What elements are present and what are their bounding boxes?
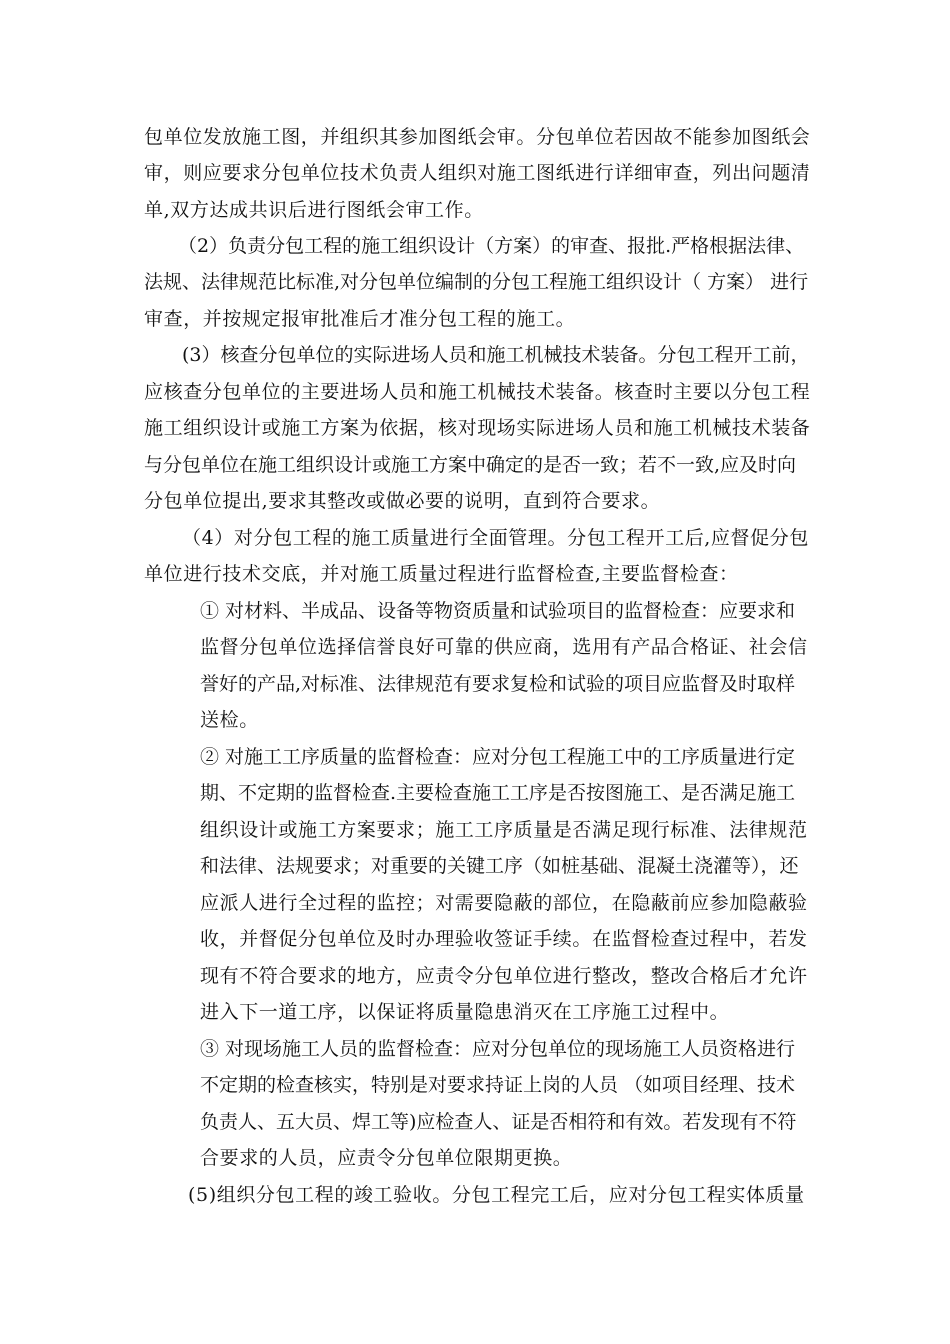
- text-line: 现有不符合要求的地方，应责令分包单位进行整改，整改合格后才允许: [200, 965, 808, 987]
- text-line: 负责人、五大员、焊工等)应检查人、证是否相符和有效。若发现有不符: [200, 1111, 797, 1133]
- text-line: 合要求的人员，应责令分包单位限期更换。: [200, 1147, 573, 1169]
- text-line: (3）核查分包单位的实际进场人员和施工机械技术装备。分包工程开工前，: [182, 344, 810, 366]
- text-line: 和法律、法规要求；对重要的关键工序（如桩基础、混凝土浇灌等），还: [200, 855, 799, 877]
- text-line: 应派人进行全过程的监控；对需要隐蔽的部位，在隐蔽前应参加隐蔽验: [200, 892, 808, 914]
- text-line: 送检。: [200, 709, 259, 731]
- text-line: 进入下一道工序，以保证将质量隐患消灭在工序施工过程中。: [200, 1001, 730, 1023]
- text-line: （2）负责分包工程的施工组织设计（方案）的审查、报批.严格根据法律、: [178, 235, 805, 257]
- text-line: 誉好的产品,对标准、法律规范有要求复检和试验的项目应监督及时取样: [200, 673, 796, 695]
- text-line: ① 对材料、半成品、设备等物资质量和试验项目的监督检查：应要求和: [200, 600, 796, 622]
- text-line: 期、不定期的监督检查.主要检查施工工序是否按图施工、是否满足施工: [200, 782, 796, 804]
- text-line: ② 对施工工序质量的监督检查：应对分包工程施工中的工序质量进行定: [200, 746, 796, 768]
- text-line: 应核查分包单位的主要进场人员和施工机械技术装备。核查时主要以分包工程: [144, 381, 811, 403]
- text-line: 施工组织设计或施工方案为依据，核对现场实际进场人员和施工机械技术装备: [144, 417, 811, 439]
- text-line: 包单位发放施工图，并组织其参加图纸会审。分包单位若因故不能参加图纸会: [144, 126, 811, 148]
- text-line: (5)组织分包工程的竣工验收。分包工程完工后，应对分包工程实体质量: [188, 1184, 805, 1206]
- text-line: 不定期的检查核实，特别是对要求持证上岗的人员 （如项目经理、技术: [200, 1074, 796, 1096]
- text-line: 与分包单位在施工组织设计或施工方案中确定的是否一致；若不一致,应及时向: [144, 454, 797, 476]
- text-line: 单位进行技术交底，并对施工质量过程进行监督检查,主要监督检查：: [144, 563, 739, 585]
- text-line: 组织设计或施工方案要求；施工工序质量是否满足现行标准、法律规范: [200, 819, 808, 841]
- text-line: ③ 对现场施工人员的监督检查：应对分包单位的现场施工人员资格进行: [200, 1038, 796, 1060]
- text-line: （4）对分包工程的施工质量进行全面管理。分包工程开工后,应督促分包: [182, 527, 809, 549]
- text-line: 收，并督促分包单位及时办理验收签证手续。在监督检查过程中，若发: [200, 928, 808, 950]
- text-line: 监督分包单位选择信誉良好可靠的供应商，选用有产品合格证、社会信: [200, 636, 808, 658]
- text-line: 审查，并按规定报审批准后才准分包工程的施工。: [144, 308, 576, 330]
- text-line: 分包单位提出,要求其整改或做必要的说明，直到符合要求。: [144, 490, 661, 512]
- text-line: 法规、法律规范比标准,对分包单位编制的分包工程施工组织设计（ 方案） 进行: [144, 271, 809, 293]
- text-line: 单,双方达成共识后进行图纸会审工作。: [144, 199, 484, 221]
- text-line: 审，则应要求分包单位技术负责人组织对施工图纸进行详细审查，列出问题清: [144, 162, 811, 184]
